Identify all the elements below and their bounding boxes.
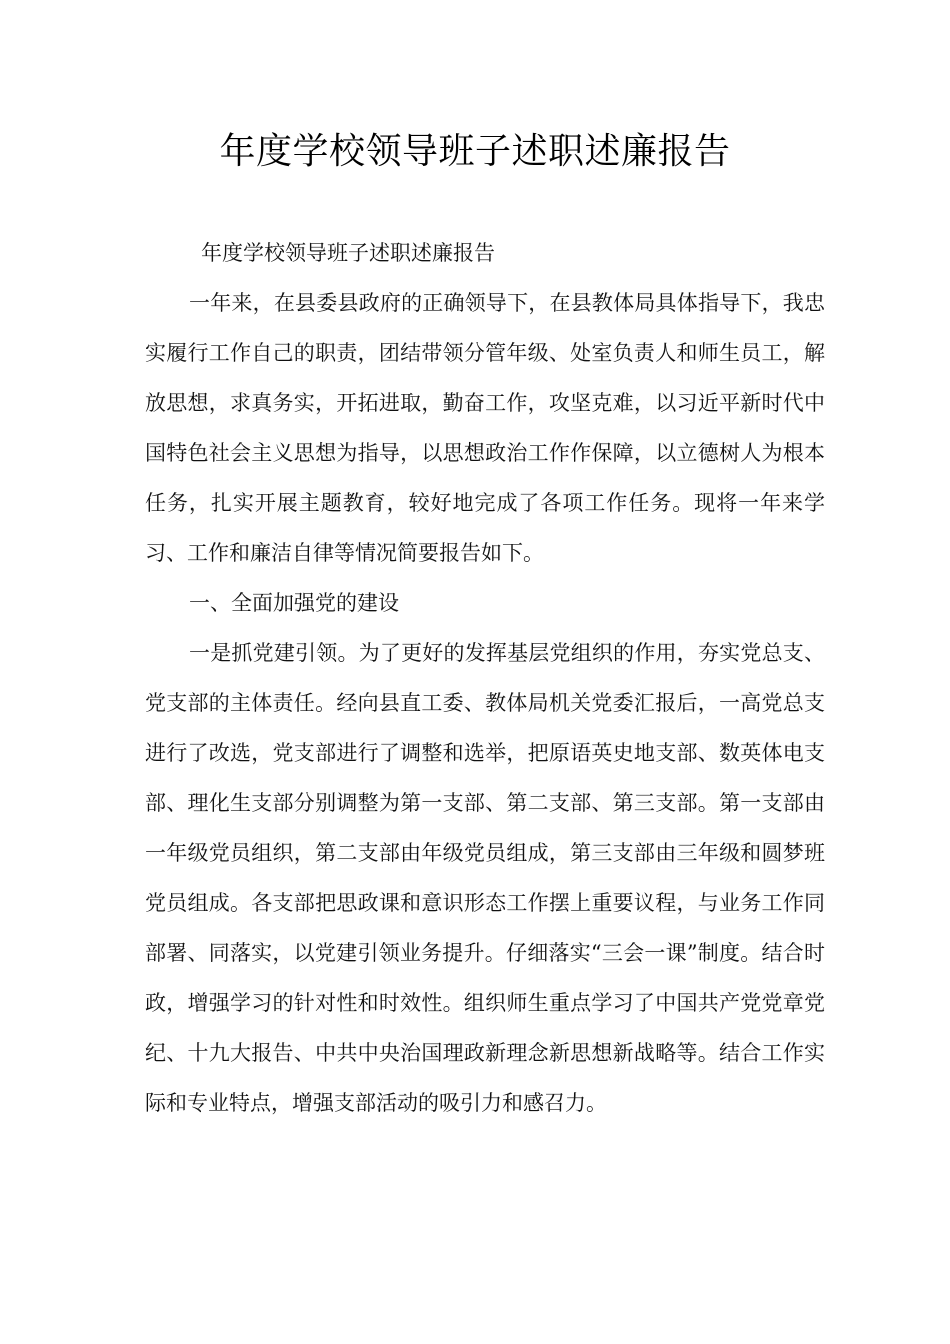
subtitle-paragraph: 年度学校领导班子述职述廉报告 (201, 241, 495, 265)
document-title: 年度学校领导班子述职述廉报告 (219, 131, 731, 172)
section-heading: 一、全面加强党的建设 (189, 591, 399, 615)
body-paragraph: 一是抓党建引领。为了更好的发挥基层党组织的作用，夯实党总支、党支部的主体责任。经向县直工委、教体局机关党委汇报后，一高党总支进行了改选，党支部进行了调整和选举，把原语英史地支部、数英体电支部、理化生支部分别调整为第一支部、第二支部、第三支部。第一支部由一年级党员组织，第二支部由年级党员组成，第三支部由三年级和圆梦班党员组成。各支部把思政课和意识形态工作摆上重要议程，与业务工作同部署、同落实，以党建引领业务提升。仔细落实“三会一课”制度。结合时政，增强学习的针对性和时效性。组织师生重点学习了中国共产党党章党纪、十九大报告、中共中央治国理政新理念新思想新战略等。结合工作实际和专业特点，增强支部活动的吸引力和感召力。 (145, 641, 825, 1115)
document-body (145, 228, 825, 1128)
intro-paragraph: 一年来，在县委县政府的正确领导下，在县教体局具体指导下，我忠实履行工作自己的职责，团结带领分管年级、处室负责人和师生员工，解放思想，求真务实，开拓进取，勤奋工作，攻坚克难，以习近平新时代中国特色社会主义思想为指导，以思想政治工作作保障，以立德树人为根本任务，扎实开展主题教育，较好地完成了各项工作任务。现将一年来学习、工作和廉洁自律等情况简要报告如下。 (145, 291, 825, 565)
